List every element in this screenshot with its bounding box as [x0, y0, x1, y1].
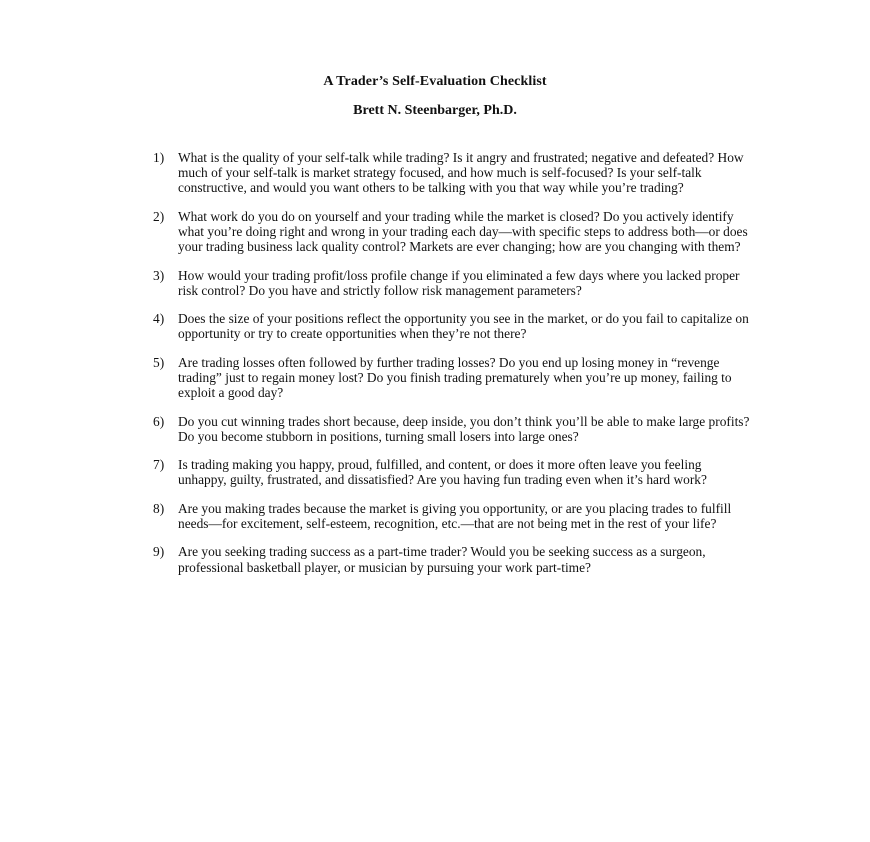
- item-number: 4): [153, 311, 165, 327]
- item-text: What is the quality of your self-talk while trading? Is it angry and frustrated; negative and defeated? How much of your self-talk is market strategy focused, and how much is self-focused? Is your self-talk constructive, and would you want others to be talking with you that way while you’re trading?: [178, 150, 744, 196]
- checklist-item-8: [153, 501, 753, 531]
- item-number: 7): [153, 457, 165, 473]
- checklist-item-6: [153, 414, 753, 444]
- checklist-item-1: [153, 150, 753, 196]
- item-text: Are trading losses often followed by further trading losses? Do you end up losing money in “revenge trading” just to regain money lost? Do you finish trading prematurely when you’re up money, failing to exploit a good day?: [178, 354, 732, 401]
- item-number: 5): [153, 354, 165, 370]
- item-number: 9): [153, 544, 165, 560]
- item-number: 2): [153, 208, 165, 224]
- checklist-item-3: [153, 268, 753, 298]
- item-text: Does the size of your positions reflect the opportunity you see in the market, or do you fail to capitalize on opportunity or try to create opportunities when they’re not there?: [178, 311, 749, 342]
- checklist-item-9: [153, 544, 753, 574]
- checklist-item-5: [153, 355, 753, 401]
- item-text: How would your trading profit/loss profile change if you eliminated a few days where you lacked proper risk control? Do you have and strictly follow risk management parameters?: [178, 267, 740, 298]
- item-number: 1): [153, 150, 165, 165]
- item-text: What work do you do on yourself and your trading while the market is closed? Do you actively identify what you’re doing right and wrong in your trading each day—with specific steps to address both—or does your trading business lack quality control? Markets are ever changing; how are you changing with them?: [178, 208, 748, 255]
- item-text: Are you seeking trading success as a part-time trader? Would you be seeking success as a surgeon, professional basketball player, or musician by pursuing your work part-time?: [178, 544, 706, 575]
- checklist: [153, 150, 753, 588]
- document-title: A Trader’s Self-Evaluation Checklist: [323, 74, 547, 89]
- item-text: Are you making trades because the market is giving you opportunity, or are you placing trades to fulfill needs—for excitement, self-esteem, recognition, etc.—that are not being met in the rest of your life?: [178, 500, 732, 531]
- item-text: Do you cut winning trades short because, deep inside, you don’t think you’ll be able to make large profits? Do you become stubborn in positions, turning small losers into large ones?: [178, 413, 750, 444]
- checklist-item-2: [153, 209, 753, 255]
- checklist-item-7: [153, 457, 753, 487]
- item-number: 3): [153, 267, 165, 283]
- item-number: 6): [153, 413, 165, 429]
- item-text: Is trading making you happy, proud, fulfilled, and content, or does it more often leave you feeling unhappy, guilty, frustrated, and dissatisfied? Are you having fun trading even when it’s hard work?: [178, 457, 707, 488]
- item-number: 8): [153, 500, 165, 516]
- document-author: Brett N. Steenbarger, Ph.D.: [353, 103, 517, 118]
- checklist-item-4: [153, 311, 753, 341]
